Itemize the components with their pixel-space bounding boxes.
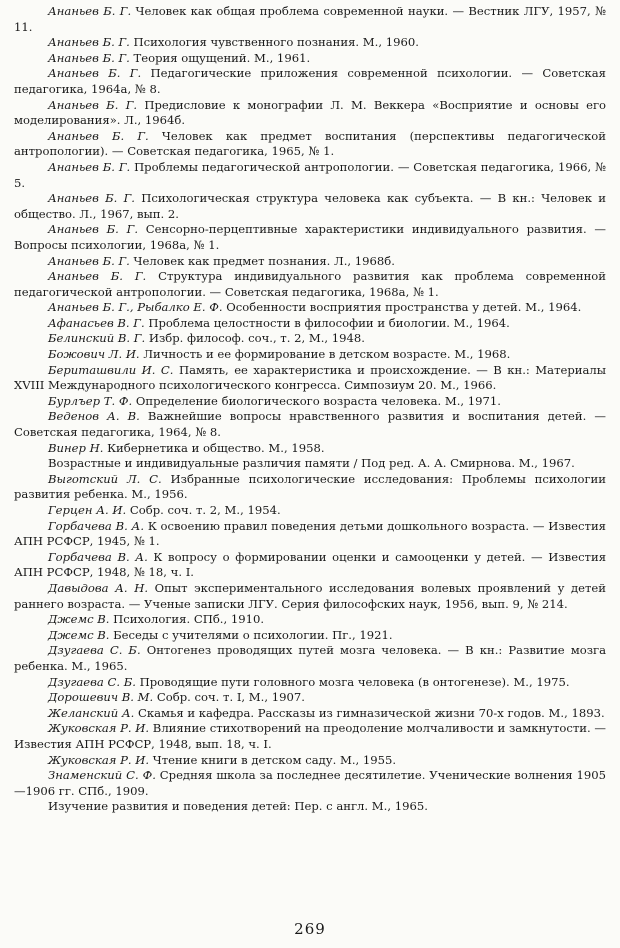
entry-text: Важнейшие вопросы нравственного развития и воспитания детей. — Советская педагогика, 1964, № 8. <box>14 409 606 440</box>
entry-author: Ананьев Б. Г. <box>48 4 132 18</box>
bibliography-entry <box>14 503 606 519</box>
bibliography-entry <box>14 675 606 691</box>
bibliography-entry <box>14 519 606 550</box>
entry-text: Влияние стихотворений на преодоление молчаливости и замкнутости. — Известия АПН РСФСР, 1948, вып. 18, ч. I. <box>14 721 607 751</box>
entry-text: К освоению правил поведения детьми дошкольного возраста. — Известия АПН РСФСР, 1945, № 1. <box>14 518 606 549</box>
bibliography-entry <box>14 799 606 815</box>
entry-text: Опыт экспериментального исследования волевых проявлений у детей раннего возраста. — Ученые записки ЛГУ. Серия философских наук, 1956, вып. 9, № 214. <box>14 580 606 611</box>
bibliography-entry <box>14 721 606 752</box>
bibliography-entry <box>14 269 606 300</box>
bibliography-entry <box>14 753 606 769</box>
bibliography-entry <box>14 347 606 363</box>
bibliography-entry <box>14 160 606 191</box>
bibliography-entry <box>14 441 606 457</box>
entry-text: Проблемы педагогической антропологии. — Советская педагогика, 1966, № 5. <box>14 159 606 190</box>
entry-author: Выготский Л. С. <box>48 471 162 486</box>
entry-author: Ананьев Б. Г. <box>48 35 130 50</box>
entry-author: Божович Л. И. <box>48 347 140 362</box>
entry-text: Собр. соч. т. I, М., 1907. <box>156 690 305 705</box>
entry-text: Человек как общая проблема современной науки. — Вестник ЛГУ, 1957, № 11. <box>14 4 607 34</box>
entry-author: Бериташвили И. С. <box>48 362 174 377</box>
entry-text: Кибернетика и общество. М., 1958. <box>107 440 325 455</box>
entry-text: Память, ее характеристика и происхождение. — В кн.: Материалы XVIII Международного психологического конгресса. Симпозиум 20. М., 1966. <box>14 362 607 393</box>
bibliography-entry <box>14 191 606 222</box>
bibliography-entry <box>14 456 606 472</box>
entry-text: Проблема целостности в философии и биологии. М., 1964. <box>148 315 510 330</box>
entry-author: Ананьев Б. Г., Рыбалко Е. Ф. <box>48 300 223 315</box>
bibliography-entry <box>14 254 606 270</box>
entry-author: Желанский А. <box>48 705 135 720</box>
entry-author: Веденов А. В. <box>48 409 140 424</box>
entry-author: Джемс В. <box>48 612 110 627</box>
entry-text: К вопросу о формировании оценки и самооценки у детей. — Известия АПН РСФСР, 1948, № 18, ч. I. <box>14 549 607 580</box>
bibliography-entry <box>14 472 606 503</box>
bibliography-entry <box>14 768 606 799</box>
entry-author: Ананьев Б. Г. <box>48 253 130 268</box>
entry-text: Предисловие к монографии Л. М. Веккера «Восприятие и основы его моделирования». Л., 1964б. <box>14 97 607 128</box>
entry-author: Бурлъер Т. Ф. <box>48 393 133 408</box>
entry-text: Проводящие пути головного мозга человека (в онтогенезе). М., 1975. <box>139 674 570 689</box>
entry-text: Структура индивидуального развития как проблема современной педагогической антропологии. — Советская педагогика, 1968а, № 1. <box>14 269 607 299</box>
entry-author: Белинский В. Г. <box>48 331 146 346</box>
bibliography-entry <box>14 35 606 51</box>
bibliography-entry <box>14 331 606 347</box>
entry-author: Дзугаева С. Б. <box>48 643 141 658</box>
entry-text: Беседы с учителями о психологии. Пг., 1921. <box>113 627 393 642</box>
entry-author: Жуковская Р. И. <box>48 721 150 736</box>
bibliography-entry <box>14 300 606 316</box>
bibliography-entry <box>14 550 606 581</box>
entry-text: Скамья и кафедра. Рассказы из гимназической жизни 70-х годов. М., 1893. <box>138 705 605 720</box>
entry-author: Джемс В. <box>48 627 110 642</box>
entry-author: Ананьев Б. Г. <box>48 269 147 284</box>
entry-author: Ананьев Б. Г. <box>48 159 131 174</box>
entry-text: Средняя школа за последнее десятилетие. Ученические волнения 1905—1906 гг. СПб., 1909. <box>14 768 606 798</box>
entry-text: Определение биологического возраста человека. М., 1971. <box>135 393 501 408</box>
entry-text: Избр. философ. соч., т. 2, М., 1948. <box>148 331 365 346</box>
entry-text: Сенсорно-перцептивные характеристики индивидуального развития. — Вопросы психологии, 1968а, № 1. <box>14 222 607 252</box>
bibliography-entry <box>14 409 606 440</box>
entry-text: Психология. СПб., 1910. <box>113 612 265 627</box>
bibliography-entry <box>14 581 606 612</box>
entry-author: Горбачева В. А. <box>48 549 148 564</box>
entry-text: Человек как предмет воспитания (перспективы педагогической антропологии). — Советская педагогика, 1965, № 1. <box>14 128 606 159</box>
entry-author: Винер Н. <box>48 440 104 455</box>
bibliography-entry <box>14 612 606 628</box>
entry-author: Давыдова А. Н. <box>48 580 148 595</box>
bibliography-entry <box>14 4 606 35</box>
entry-author: Ананьев Б. Г. <box>48 191 135 206</box>
entry-text: Собр. соч. т. 2, М., 1954. <box>129 503 281 517</box>
bibliography-entry <box>14 706 606 722</box>
bibliography-entry <box>14 66 606 97</box>
entry-text: Онтогенез проводящих путей мозга человека. — В кн.: Развитие мозга ребенка. М., 1965. <box>14 643 607 673</box>
entry-text: Возрастные и индивидуальные различия памяти / Под ред. А. А. Смирнова. М., 1967. <box>48 456 575 471</box>
entry-author: Герцен А. И. <box>48 503 127 517</box>
entry-author: Ананьев Б. Г. <box>48 128 149 143</box>
entry-text: Человек как предмет познания. Л., 1968б. <box>133 253 395 268</box>
bibliography-entry <box>14 316 606 332</box>
bibliography-entry <box>14 222 606 253</box>
entry-text: Теория ощущений. М., 1961. <box>133 50 311 65</box>
bibliography-entry <box>14 643 606 674</box>
entry-author: Горбачева В. А. <box>48 518 145 533</box>
entry-text: Педагогические приложения современной психологии. — Советская педагогика, 1964а, № 8. <box>14 66 606 96</box>
entry-author: Дзугаева С. Б. <box>48 674 136 689</box>
bibliography-entry <box>14 363 606 394</box>
entry-author: Ананьев Б. Г. <box>48 50 130 65</box>
entry-author: Жуковская Р. И. <box>48 752 150 767</box>
bibliography-entry <box>14 690 606 706</box>
entry-text: Личность и ее формирование в детском возрасте. М., 1968. <box>143 347 511 362</box>
entry-author: Знаменский С. Ф. <box>48 768 156 783</box>
bibliography-entry <box>14 98 606 129</box>
entry-text: Психология чувственного познания. М., 1960. <box>133 35 419 50</box>
bibliography-list <box>14 4 606 815</box>
entry-text: Психологическая структура человека как субъекта. — В кн.: Человек и общество. Л., 1967, вып. 2. <box>14 191 606 221</box>
bibliography-entry <box>14 129 606 160</box>
entry-text: Чтение книги в детском саду. М., 1955. <box>152 752 397 767</box>
entry-author: Дорошевич В. М. <box>48 690 154 705</box>
entry-text: Особенности восприятия пространства у детей. М., 1964. <box>226 300 582 315</box>
bibliography-entry <box>14 51 606 67</box>
entry-author: Ананьев Б. Г. <box>48 66 142 81</box>
bibliography-entry <box>14 628 606 644</box>
entry-text: Избранные психологические исследования: Проблемы психологии развития ребенка. М., 1956. <box>14 471 606 502</box>
entry-author: Ананьев Б. Г. <box>48 222 139 237</box>
entry-text: Изучение развития и поведения детей: Пер. с англ. М., 1965. <box>48 799 428 814</box>
entry-author: Ананьев Б. Г. <box>48 97 138 112</box>
entry-author: Афанасьев В. Г. <box>48 315 145 330</box>
page-number: 269 <box>294 920 326 938</box>
bibliography-entry <box>14 394 606 410</box>
